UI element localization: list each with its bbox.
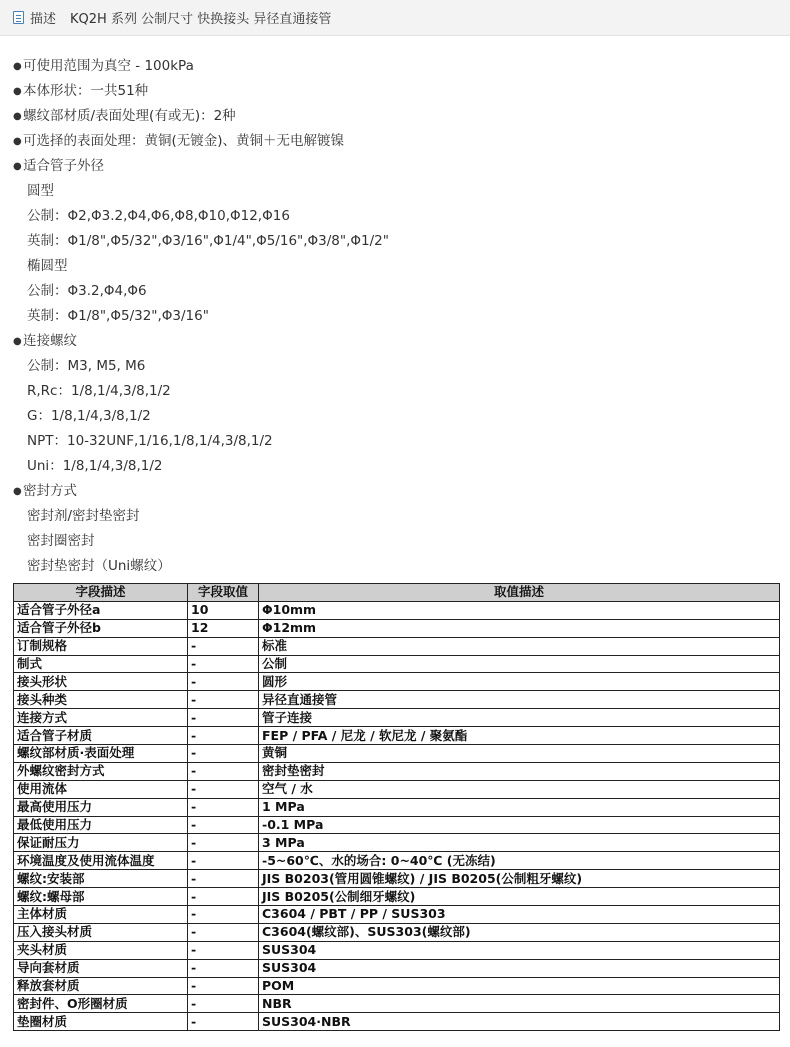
field-value-cell: - [188,941,259,959]
field-name-cell: 外螺纹密封方式 [14,762,188,780]
value-description-cell: JIS B0205(公制细牙螺纹) [259,888,780,906]
field-value-cell: - [188,995,259,1013]
field-value-cell: - [188,816,259,834]
table-row [14,959,780,977]
column-header-field: 字段描述 [14,584,188,602]
bullet-icon: ● [13,86,22,97]
product-description [13,54,783,579]
bullet-icon: ● [13,136,22,147]
document-icon [13,11,24,24]
field-name-cell: 适合管子外径b [14,619,188,637]
description-text: Uni：1/8,1/4,3/8,1/2 [27,458,163,474]
table-row [14,923,780,941]
description-text: 英制：Φ1/8",Φ5/32",Φ3/16" [27,308,209,324]
description-item [13,429,783,454]
field-value-cell: - [188,977,259,995]
spec-table [13,583,780,1031]
description-text: 椭圆型 [27,258,68,274]
field-name-cell: 接头种类 [14,691,188,709]
field-name-cell: 螺纹:安装部 [14,870,188,888]
description-text: 可选择的表面处理：黄铜(无镀金)、黄铜＋无电解镀镍 [23,133,345,149]
bullet-icon: ● [13,111,22,122]
description-item [13,229,783,254]
description-text: 本体形状：一共51种 [23,83,149,99]
field-value-cell: - [188,870,259,888]
table-row [14,601,780,619]
column-header-value-desc: 取值描述 [259,584,780,602]
value-description-cell: 管子连接 [259,709,780,727]
description-heading [13,329,783,354]
field-name-cell: 保证耐压力 [14,834,188,852]
description-text: 圆型 [27,183,54,199]
field-name-cell: 垫圈材质 [14,1013,188,1031]
table-row [14,941,780,959]
description-text: R,Rc：1/8,1/4,3/8,1/2 [27,383,171,399]
description-text: 公制：M3, M5, M6 [27,358,146,374]
table-row [14,888,780,906]
field-name-cell: 密封件、O形圈材质 [14,995,188,1013]
field-name-cell: 压入接头材质 [14,923,188,941]
description-text: 螺纹部材质/表面处理(有或无)：2种 [23,108,236,124]
table-row [14,995,780,1013]
field-value-cell: - [188,798,259,816]
field-name-cell: 主体材质 [14,906,188,924]
value-description-cell: 异径直通接管 [259,691,780,709]
field-name-cell: 接头形状 [14,673,188,691]
field-value-cell: - [188,1013,259,1031]
description-item [13,404,783,429]
field-name-cell: 订制规格 [14,637,188,655]
value-description-cell: C3604 / PBT / PP / SUS303 [259,906,780,924]
field-value-cell: - [188,637,259,655]
value-description-cell: 3 MPa [259,834,780,852]
field-value-cell: - [188,709,259,727]
description-heading [13,79,783,104]
table-row [14,977,780,995]
description-item [13,204,783,229]
value-description-cell: 公制 [259,655,780,673]
description-item [13,554,783,579]
table-row [14,762,780,780]
description-text: 英制：Φ1/8",Φ5/32",Φ3/16",Φ1/4",Φ5/16",Φ3/8",Φ1/2" [27,233,389,249]
description-item [13,379,783,404]
table-row [14,834,780,852]
field-value-cell: - [188,888,259,906]
value-description-cell: JIS B0203(管用圆锥螺纹) / JIS B0205(公制粗牙螺纹) [259,870,780,888]
column-header-value: 字段取值 [188,584,259,602]
description-text: NPT：10-32UNF,1/16,1/8,1/4,3/8,1/2 [27,433,273,449]
value-description-cell: 空气 / 水 [259,780,780,798]
description-text: 连接螺纹 [23,333,77,349]
table-row [14,745,780,763]
value-description-cell: NBR [259,995,780,1013]
table-row [14,637,780,655]
field-value-cell: - [188,673,259,691]
field-value-cell: - [188,762,259,780]
description-item [13,279,783,304]
description-text: 公制：Φ2,Φ3.2,Φ4,Φ6,Φ8,Φ10,Φ12,Φ16 [27,208,290,224]
value-description-cell: SUS304 [259,941,780,959]
field-value-cell: - [188,691,259,709]
bullet-icon: ● [13,336,22,347]
field-name-cell: 导向套材质 [14,959,188,977]
bullet-icon: ● [13,161,22,172]
field-name-cell: 螺纹:螺母部 [14,888,188,906]
value-description-cell: 圆形 [259,673,780,691]
description-heading [13,104,783,129]
field-value-cell: - [188,780,259,798]
field-name-cell: 释放套材质 [14,977,188,995]
value-description-cell: -5~60℃、水的场合: 0~40℃ (无冻结) [259,852,780,870]
description-text: 密封垫密封（Uni螺纹） [27,558,171,574]
table-row [14,691,780,709]
field-name-cell: 连接方式 [14,709,188,727]
table-row [14,727,780,745]
table-row [14,816,780,834]
description-heading [13,154,783,179]
description-item [13,454,783,479]
table-row [14,798,780,816]
description-item [13,529,783,554]
value-description-cell: Φ12mm [259,619,780,637]
field-value-cell: - [188,834,259,852]
description-item [13,254,783,279]
value-description-cell: 1 MPa [259,798,780,816]
description-text: G：1/8,1/4,3/8,1/2 [27,408,151,424]
description-text: 可使用范围为真空 - 100kPa [23,58,194,74]
field-value-cell: - [188,923,259,941]
field-value-cell: - [188,745,259,763]
value-description-cell: 密封垫密封 [259,762,780,780]
value-description-cell: 标准 [259,637,780,655]
field-value-cell: - [188,727,259,745]
table-row [14,655,780,673]
description-text: 密封方式 [23,483,77,499]
table-row [14,780,780,798]
table-row [14,852,780,870]
field-name-cell: 适合管子外径a [14,601,188,619]
field-value-cell: - [188,959,259,977]
field-value-cell: - [188,852,259,870]
field-name-cell: 使用流体 [14,780,188,798]
description-heading [13,129,783,154]
table-row [14,906,780,924]
field-name-cell: 最低使用压力 [14,816,188,834]
value-description-cell: FEP / PFA / 尼龙 / 软尼龙 / 聚氨酯 [259,727,780,745]
field-name-cell: 螺纹部材质·表面处理 [14,745,188,763]
product-title: KQ2H 系列 公制尺寸 快换接头 异径直通接管 [70,12,332,27]
description-text: 公制：Φ3.2,Φ4,Φ6 [27,283,147,299]
value-description-cell: C3604(螺纹部)、SUS303(螺纹部) [259,923,780,941]
field-value-cell: 12 [188,619,259,637]
field-value-cell: - [188,906,259,924]
table-row [14,870,780,888]
table-row [14,1013,780,1031]
value-description-cell: POM [259,977,780,995]
tab-label[interactable]: 描述 [30,12,57,27]
table-row [14,619,780,637]
field-value-cell: - [188,655,259,673]
description-heading [13,54,783,79]
value-description-cell: 黄铜 [259,745,780,763]
field-name-cell: 适合管子材质 [14,727,188,745]
spec-table-header [14,584,780,602]
table-row [14,673,780,691]
description-heading [13,479,783,504]
value-description-cell: Φ10mm [259,601,780,619]
bullet-icon: ● [13,486,22,497]
description-text: 适合管子外径 [23,158,104,174]
description-item [13,179,783,204]
description-text: 密封圈密封 [27,533,95,549]
description-item [13,354,783,379]
value-description-cell: -0.1 MPa [259,816,780,834]
description-tab-header [0,0,790,36]
field-value-cell: 10 [188,601,259,619]
field-name-cell: 夹头材质 [14,941,188,959]
field-name-cell: 环境温度及使用流体温度 [14,852,188,870]
description-item [13,504,783,529]
description-item [13,304,783,329]
bullet-icon: ● [13,61,22,72]
value-description-cell: SUS304·NBR [259,1013,780,1031]
value-description-cell: SUS304 [259,959,780,977]
field-name-cell: 最高使用压力 [14,798,188,816]
description-text: 密封剂/密封垫密封 [27,508,140,524]
field-name-cell: 制式 [14,655,188,673]
table-row [14,709,780,727]
